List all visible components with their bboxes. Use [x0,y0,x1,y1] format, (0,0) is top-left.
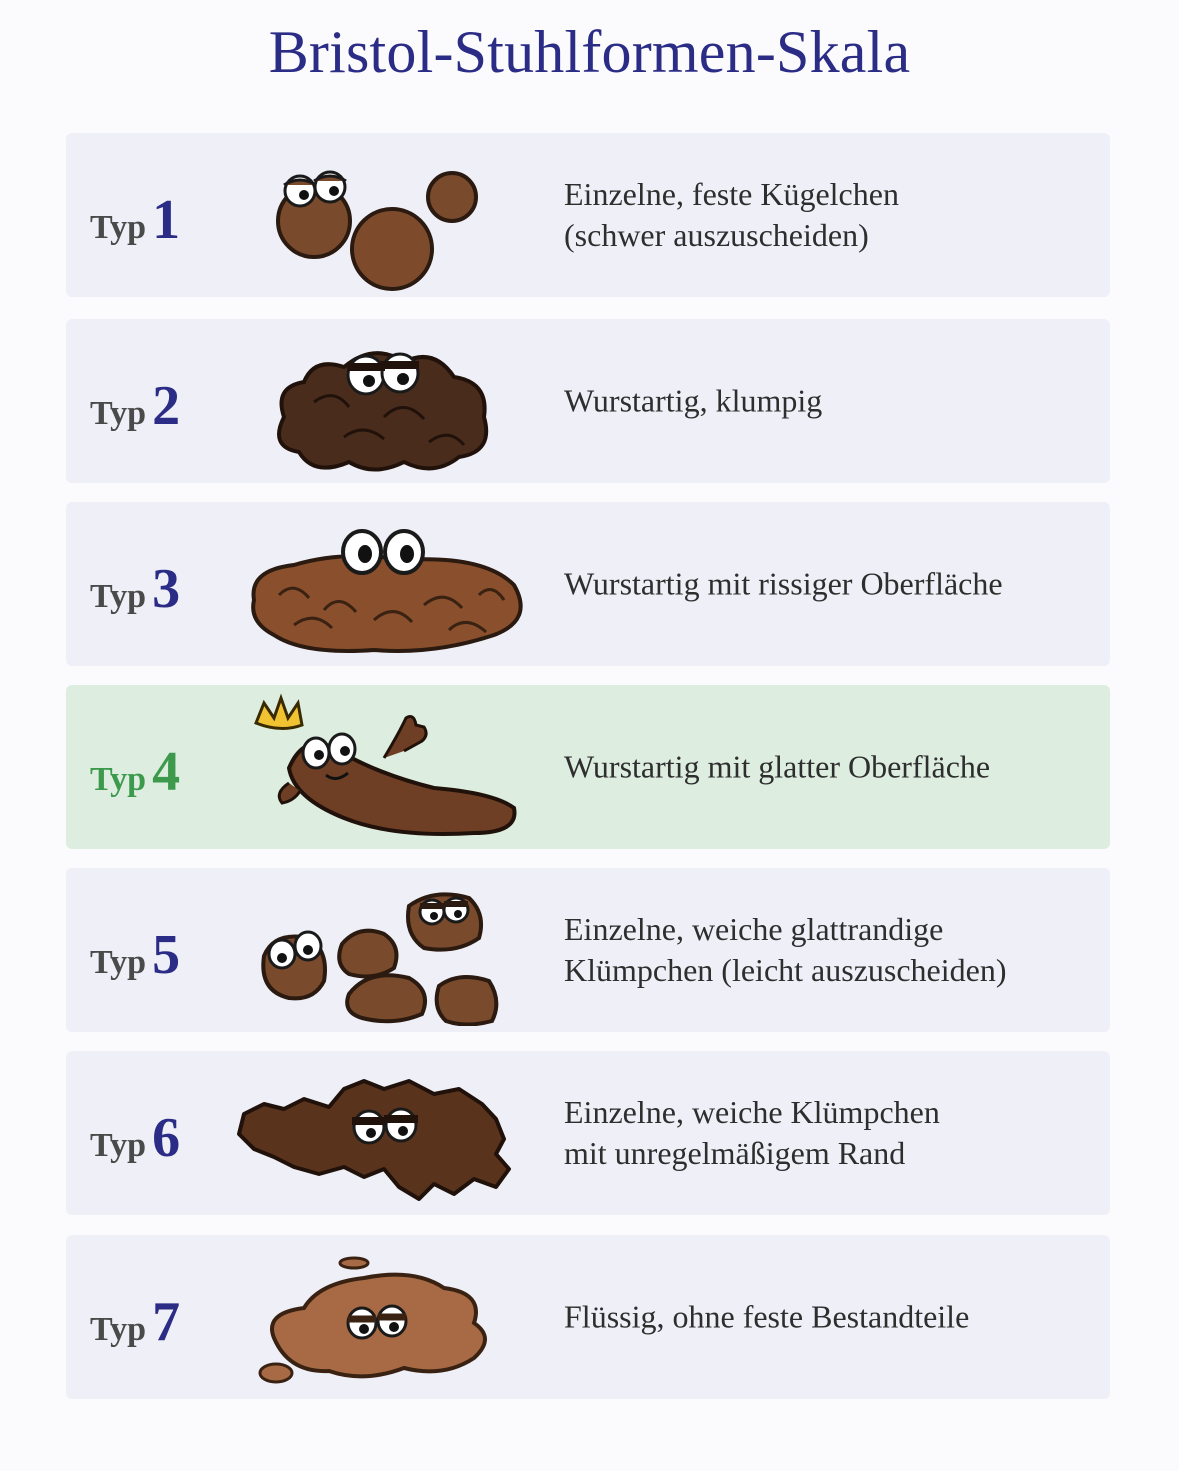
type-label: Typ 5 [90,924,181,987]
type-description: Einzelne, feste Kügelchen (schwer auszuscheiden) [564,176,899,253]
type-number: 1 [152,189,181,252]
type-number: 6 [152,1107,181,1170]
type-label: Typ 3 [90,558,181,621]
scale-row-type-2 [66,319,1110,483]
type-7-illustration-icon [234,1243,534,1393]
page-title: Bristol-Stuhlformen-Skala [268,19,911,85]
type-number: 5 [152,924,181,987]
type-number: 2 [152,375,181,438]
type-label: Typ 6 [90,1107,181,1170]
type-description: Wurstartig mit rissiger Oberfläche [564,565,1003,602]
scale-row-type-7 [66,1235,1110,1399]
type-label: Typ 4 [90,741,181,804]
type-description: Einzelne, weiche glattrandige Klümpchen (leicht auszuscheiden) [564,911,1007,988]
type-number: 3 [152,558,181,621]
type-description: Flüssig, ohne feste Bestandteile [564,1298,970,1335]
scale-row-type-4 [66,685,1110,849]
type-4-illustration-icon [234,693,534,843]
type-3-illustration-icon [234,510,534,660]
type-description: Einzelne, weiche Klümpchen mit unregelmäßigem Rand [564,1094,940,1171]
scale-row-type-1 [66,133,1110,297]
type-6-illustration-icon [234,1059,534,1209]
type-label: Typ 1 [90,189,181,252]
type-description: Wurstartig mit glatter Oberfläche [564,748,991,785]
type-label: Typ 2 [90,375,181,438]
scale-row-type-6 [66,1051,1110,1215]
scale-row-type-5 [66,868,1110,1032]
type-label: Typ 7 [90,1291,181,1354]
type-number: 4 [152,741,181,804]
type-2-illustration-icon [234,327,534,477]
type-1-illustration-icon [234,141,534,291]
type-5-illustration-icon [234,876,534,1026]
scale-row-type-3 [66,502,1110,666]
type-description: Wurstartig, klumpig [564,382,823,419]
type-number: 7 [152,1291,181,1354]
